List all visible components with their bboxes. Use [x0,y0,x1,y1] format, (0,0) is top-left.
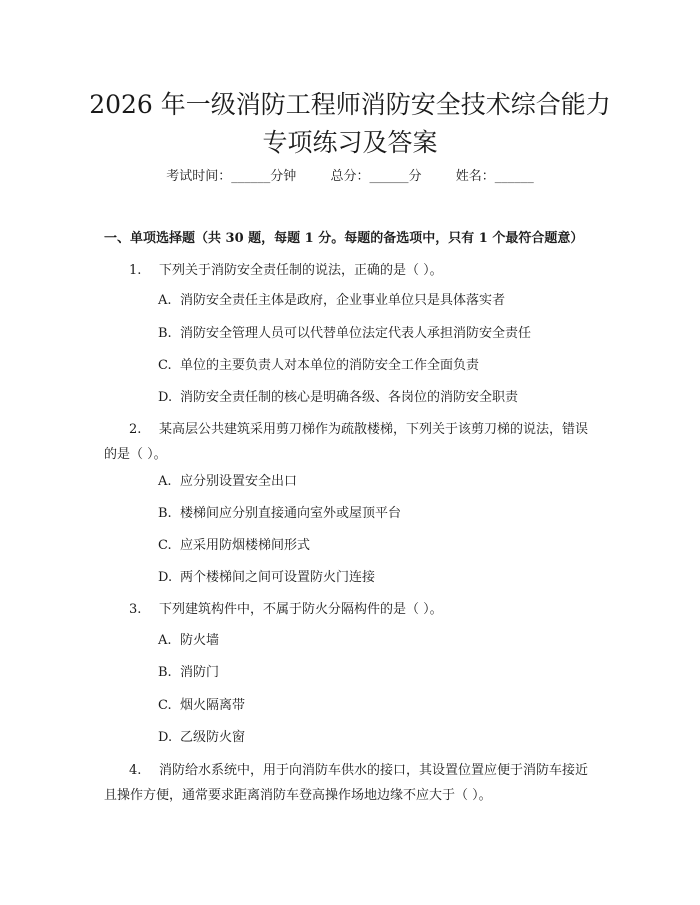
option-item: B. 消防安全管理人员可以代替单位法定代表人承担消防安全责任 [158,326,532,341]
question-text: 消防给水系统中，用于向消防车供水的接口，其设置位置应便于消防车接近且操作方便，通常要求距离消防车登高操作场地边缘不应大于（ ）。 [104,763,589,803]
question-1 [104,258,596,283]
question-4 [104,758,596,808]
option-item: B. 楼梯间应分别直接通向室外或屋顶平台 [158,506,402,521]
option-item: D. 消防安全责任制的核心是明确各级、各岗位的消防安全职责 [158,390,519,405]
question-2 [104,417,596,467]
option-item: C. 单位的主要负责人对本单位的消防安全工作全面负责 [158,358,480,373]
question-number: 3. [129,602,142,617]
exam-time-label: 考试时间：______分钟 [166,169,297,184]
question-number: 4. [129,763,142,778]
question-number: 2. [129,422,142,437]
question-number: 1. [129,263,142,278]
question-3 [104,597,596,622]
section-heading: 一、单项选择题（共 30 题，每题 1 分。每题的备选项中，只有 1 个最符合题意） [104,231,584,246]
question-text: 下列关于消防安全责任制的说法，正确的是（ ）。 [159,263,443,278]
option-item: C. 应采用防烟楼梯间形式 [158,538,311,553]
option-item: B. 消防门 [158,665,220,680]
question-text: 某高层公共建筑采用剪刀梯作为疏散楼梯，下列关于该剪刀梯的说法，错误的是（ ）。 [104,422,589,462]
option-item: A. 防火墙 [158,633,220,648]
option-item: C. 烟火隔离带 [158,698,246,713]
option-item: A. 应分别设置安全出口 [158,474,298,489]
document-title: 2026 年一级消防工程师消防安全技术综合能力专项练习及答案 [89,90,611,157]
name-label: 姓名：______ [455,169,534,184]
exam-meta [0,168,700,186]
total-score-label: 总分：______分 [330,169,422,184]
option-item: D. 两个楼梯间之间可设置防火门连接 [158,570,376,585]
option-item: D. 乙级防火窗 [158,730,246,745]
question-text: 下列建筑构件中，不属于防火分隔构件的是（ ）。 [159,602,443,617]
option-item: A. 消防安全责任主体是政府，企业事业单位只是具体落实者 [158,293,506,308]
